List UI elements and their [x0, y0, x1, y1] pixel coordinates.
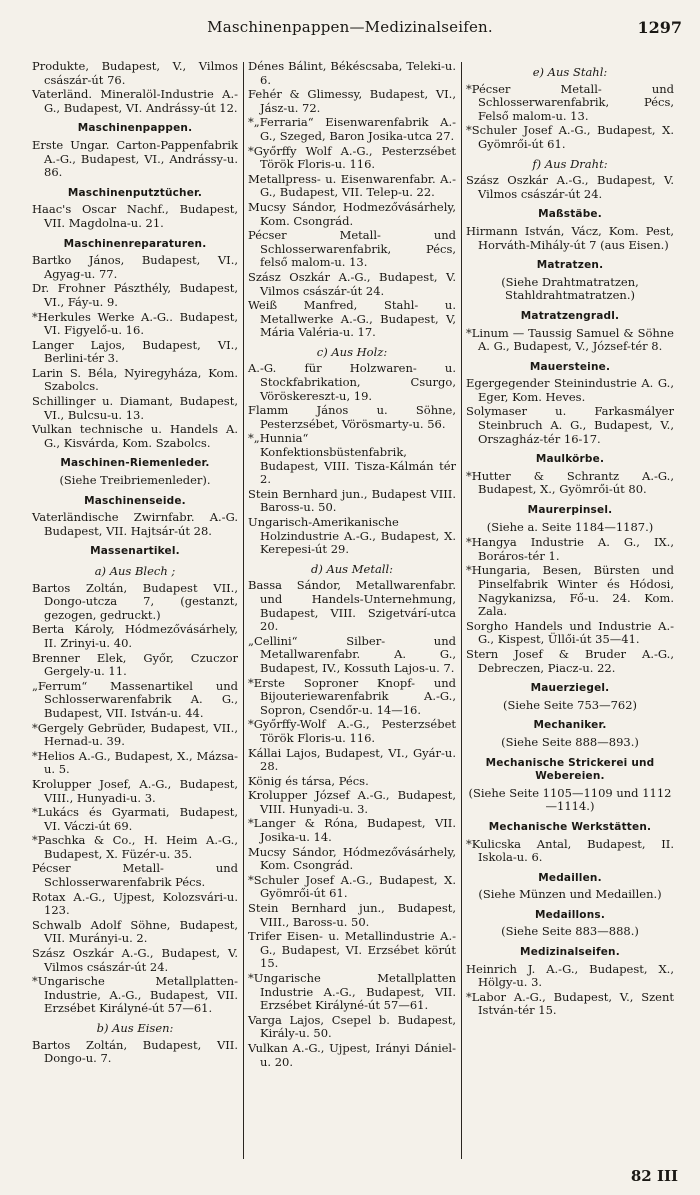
directory-entry: Langer Lajos, Budapest, VI., Berlini-tér 3.	[32, 337, 238, 366]
directory-entry: Erste Ungar. Carton-Pappenfabrik A.-G., Budapest, VI., Andrássy-u. 86.	[32, 137, 238, 180]
column-divider	[461, 62, 462, 1159]
category-heading: Maschinenputztücher.	[67, 186, 203, 199]
category-heading: Medaillen.	[538, 871, 602, 884]
directory-entry: Vulkan A.-G., Ujpest, Irányi Dániel-u. 20.	[248, 1040, 456, 1069]
subcategory-heading: a) Aus Blech ;	[94, 564, 176, 578]
directory-entry: „Ferrum“ Massenartikel und Schlosserwarenfabrik A. G., Budapest, VII. István-u. 44.	[32, 678, 238, 720]
directory-entry: „Cellini“ Silber- und Metallwarenfabr. A. G., Budapest, IV., Kossuth Lajos-u. 7.	[248, 633, 456, 675]
cross-reference-note: (Siehe a. Seite 1184—1187.)	[486, 519, 654, 534]
directory-entry: Krolupper József A.-G., Budapest, VIII. Hunyadi-u. 3.	[248, 788, 456, 816]
directory-entry: Schillinger u. Diamant, Budapest, VI., Bulcsu-u. 13.	[32, 394, 238, 422]
directory-entry: *Erste Soproner Knopf- und Bijouteriewarenfabrik A.-G., Sopron, Csendőr-u. 14—16.	[248, 675, 456, 717]
cross-reference-note: (Siehe Seite 753—762)	[502, 697, 638, 712]
directory-entry: Vaterländische Zwirnfabr. A.-G. Budapest, VII. Hajtsár-út 28.	[32, 510, 238, 538]
directory-entry: Haac's Oscar Nachf., Budapest, VII. Magdolna-u. 21.	[32, 202, 238, 230]
cross-reference-note: (Siehe Seite 888—893.)	[501, 734, 639, 749]
directory-entry: Heinrich J. A.-G., Budapest, X., Hölgy-u. 3.	[466, 961, 674, 990]
directory-entry: *Langer & Róna, Budapest, VII. Josika-u. 14.	[248, 816, 456, 845]
directory-entry: *Lukács és Gyarmati, Budapest, VI. Váczi-út 69.	[32, 805, 238, 833]
directory-entry: *Helios A.-G., Budapest, X., Mázsa-u. 5.	[32, 748, 238, 777]
directory-entry: *Schuler Josef A.-G., Budapest, X. Gyömrői-út 61.	[248, 872, 456, 901]
column-1	[32, 60, 238, 1161]
cross-reference-note: (Siehe Seite 883—888.)	[501, 924, 639, 939]
cross-reference-note: (Siehe Seite 1105—1109 und 1112—1114.)	[468, 785, 672, 814]
directory-entry: Flamm János u. Söhne, Pesterzsébet, Vörösmarty-u. 56.	[248, 403, 456, 431]
directory-entry: *Ungarische Metallplatten-Industrie, A.-G., Budapest, VII. Erzsébet Királyné-út 57—61.	[32, 974, 238, 1016]
directory-entry: Mucsy Sándor, Hódmezővásárhely, Kom. Csongrád.	[248, 844, 456, 873]
category-heading: Maschinen-Riemenleder.	[60, 457, 210, 470]
directory-entry: Ungarisch-Amerikanische Holzindustrie A.-G., Budapest, X. Kerepesi-út 29.	[248, 515, 456, 557]
category-heading: Massenartikel.	[90, 545, 180, 558]
directory-entry: Berta Károly, Hódmezővásárhely, II. Zrinyi-u. 40.	[32, 622, 238, 650]
directory-entry: Bassa Sándor, Metallwarenfabr. und Handels-Unternehmung, Budapest, VIII. Szigetvárí-utca 20.	[248, 578, 456, 634]
directory-entry: *Pécser Metall- und Schlosserwarenfabrik, Pécs, Felső malom-u. 13.	[466, 81, 674, 123]
page-header	[0, 0, 700, 40]
directory-entry: *Linum — Taussig Samuel & Söhne A. G., Budapest, V., József-tér 8.	[466, 325, 674, 354]
directory-entry: Fehér & Glimessy, Budapest, VI., Jász-u. 72.	[248, 87, 456, 115]
category-heading: Maschinenreparaturen.	[63, 237, 207, 250]
category-heading: Maßstäbe.	[538, 208, 602, 221]
directory-entry: *Schuler Josef A.-G., Budapest, X. Gyömrői-út 61.	[466, 123, 674, 151]
directory-entry: *Paschka & Co., H. Heim A.-G., Budapest, X. Füzér-u. 35.	[32, 833, 238, 861]
subcategory-heading: c) Aus Holz:	[316, 344, 388, 359]
directory-entry: Dénes Bálint, Békéscsaba, Teleki-u. 6.	[248, 59, 456, 87]
directory-entry: Szász Oszkár A.-G., Budapest, V. Vilmos császár-út 24.	[248, 269, 456, 298]
directory-entry: Stein Bernhard jun., Budapest VIII. Baross-u. 50.	[248, 486, 456, 515]
directory-entry: Pécser Metall- und Schlosserwarenfabrik Pécs.	[32, 861, 238, 890]
directory-entry: *Labor A.-G., Budapest, V., Szent István-tér 15.	[466, 989, 674, 1018]
directory-entry: Kállai Lajos, Budapest, VI., Gyár-u. 28.	[248, 745, 456, 774]
directory-entry: Bartos Zoltán, Budapest VII., Dongo-utcza 7, (gestanzt, gezogen, gedruckt.)	[32, 580, 238, 622]
page-number: 1297	[637, 18, 682, 37]
category-heading: Medaillons.	[534, 908, 606, 921]
cross-reference-note: (Siehe Münzen und Medaillen.)	[478, 887, 662, 902]
directory-entry: Bartos Zoltán, Budapest, VII. Dongo-u. 7.	[32, 1037, 238, 1066]
directory-entry: *Hutter & Schrantz A.-G., Budapest, X., Gyömrői-út 80.	[466, 468, 674, 497]
directory-entry: Stein Bernhard jun., Budapest, VIII., Baross-u. 50.	[248, 901, 456, 929]
column-3	[466, 60, 674, 1161]
directory-entry: Brenner Elek, Győr, Czuczor Gergely-u. 11.	[32, 650, 238, 679]
directory-entry: Vulkan technische u. Handels A. G., Kisvárda, Kom. Szabolcs.	[32, 422, 238, 450]
category-heading: Matratzen.	[536, 259, 604, 272]
category-heading: Mechaniker.	[533, 719, 607, 732]
directory-entry: *„Hunnia“ Konfektionsbüstenfabrik, Budapest, VIII. Tisza-Kálmán tér 2.	[248, 431, 456, 487]
category-heading: Medizinalseifen.	[520, 946, 620, 959]
directory-entry: Weiß Manfred, Stahl- u. Metallwerke A.-G., Budapest, V, Mária Valéria-u. 17.	[248, 298, 456, 340]
directory-entry: Krolupper Josef, A.-G., Budapest, VIII., Hunyadi-u. 3.	[32, 776, 238, 805]
directory-entry: Pécser Metall- und Schlosserwarenfabrik, Pécs, felső malom-u. 13.	[248, 228, 456, 270]
running-title: Maschinenpappen—Medizinalseifen.	[207, 18, 493, 36]
category-heading: Maschinenseide.	[84, 494, 186, 507]
directory-entry: *Győrffy-Wolf A.-G., Pesterzsébet Török Floris-u. 116.	[248, 717, 456, 745]
directory-entry: Solymaser u. Farkasmályer Steinbruch A. G., Budapest, V., Orszagház-tér 16-17.	[466, 404, 674, 446]
directory-entry: Hirmann István, Vácz, Kom. Pest, Horváth-Mihály-út 7 (aus Eisen.)	[466, 223, 674, 252]
directory-entry: Trifer Eisen- u. Metallindustrie A.-G., Budapest, VI. Erzsébet körút 15.	[248, 929, 456, 971]
directory-entry: Rotax A.-G., Ujpest, Kolozsvári-u. 123.	[32, 889, 238, 918]
directory-entry: *„Ferraria“ Eisenwarenfabrik A.-G., Szeged, Baron Josika-utca 27.	[248, 115, 456, 143]
directory-entry: Dr. Frohner Pászthély, Budapest, VI., Fáy-u. 9.	[32, 281, 238, 309]
category-heading: Maurerpinsel.	[527, 504, 613, 517]
sheet-signature: 82 III	[630, 1167, 678, 1185]
directory-entry: *Hangya Industrie A. G., IX., Boráros-tér 1.	[466, 535, 674, 563]
directory-entry: *Kulicska Antal, Budapest, II. Iskola-u. 6.	[466, 836, 674, 865]
directory-entry: Szász Oszkár A.-G., Budapest, V. Vilmos császár-út 24.	[32, 946, 238, 974]
directory-entry: Varga Lajos, Csepel b. Budapest, Király-u. 50.	[248, 1012, 456, 1041]
cross-reference-note: (Siehe Drahtmatratzen, Stahldrahtmatratzen.)	[501, 274, 639, 303]
directory-entry: Vaterländ. Mineralöl-Industrie A.-G., Budapest, VI. Andrássy-út 12.	[32, 87, 238, 115]
column-2	[248, 60, 456, 1161]
subcategory-heading: f) Aus Draht:	[532, 156, 608, 171]
subcategory-heading: d) Aus Metall:	[310, 561, 394, 576]
directory-entry: Produkte, Budapest, V., Vilmos császár-út 76.	[32, 59, 238, 87]
directory-entry: Szász Oszkár A.-G., Budapest, V. Vilmos császár-út 24.	[466, 173, 674, 201]
category-heading: Mechanische Strickerei und Webereien.	[485, 756, 655, 783]
directory-entry: Mucsy Sándor, Hodmezővásárhely, Kom. Csongrád.	[248, 199, 456, 228]
category-heading: Mechanische Werkstätten.	[488, 820, 652, 833]
subcategory-heading: e) Aus Stahl:	[532, 65, 608, 79]
directory-entry: Egergegender Steinindustrie A. G., Eger, Kom. Heves.	[466, 376, 674, 404]
category-heading: Mauersteine.	[529, 360, 611, 373]
subcategory-heading: b) Aus Eisen:	[96, 1021, 174, 1035]
cross-reference-note: (Siehe Treibriemenleder).	[59, 473, 211, 488]
directory-entry: *Hungaria, Besen, Bürsten und Pinselfabrik Winter és Hódosi, Nagykanizsa, Fő-u. 24. Kom. Zala.	[466, 563, 674, 619]
directory-entry: König és társa, Pécs.	[248, 773, 369, 788]
directory-entry: *Győrffy Wolf A.-G., Pesterzsébet Török Floris-u. 116.	[248, 143, 456, 172]
category-heading: Mauerziegel.	[530, 682, 610, 695]
category-heading: Matratzengradl.	[520, 309, 620, 322]
directory-entry: Metallpress- u. Eisenwarenfabr. A.-G., Budapest, VII. Telep-u. 22.	[248, 171, 456, 200]
directory-entry: Sorgho Handels und Industrie A.-G., Kispest, Üllői-út 35—41.	[466, 618, 674, 647]
directory-entry: Bartko János, Budapest, VI., Agyag-u. 77.	[32, 253, 238, 281]
directory-entry: Schwalb Adolf Söhne, Budapest, VII. Murányi-u. 2.	[32, 917, 238, 946]
directory-entry: *Gergely Gebrüder, Budapest, VII., Hernad-u. 39.	[32, 720, 238, 749]
directory-entry: *Ungarische Metallplatten Industrie A.-G., Budapest, VII. Erzsébet Királyné-út 57—61.	[248, 971, 456, 1013]
column-divider	[243, 62, 244, 1159]
directory-entry: *Herkules Werke A.-G.. Budapest, VI. Figyelő-u. 16.	[32, 309, 238, 338]
category-heading: Maulkörbe.	[535, 453, 605, 466]
directory-entry: Larin S. Béla, Nyiregyháza, Kom. Szabolcs.	[32, 365, 238, 394]
directory-entry: Stern Josef & Bruder A.-G., Debreczen, Piacz-u. 22.	[466, 646, 674, 675]
directory-entry: A.-G. für Holzwaren- u. Stockfabrikation, Csurgo, Vöröskereszt-u, 19.	[248, 361, 456, 403]
category-heading: Maschinenpappen.	[77, 122, 193, 135]
